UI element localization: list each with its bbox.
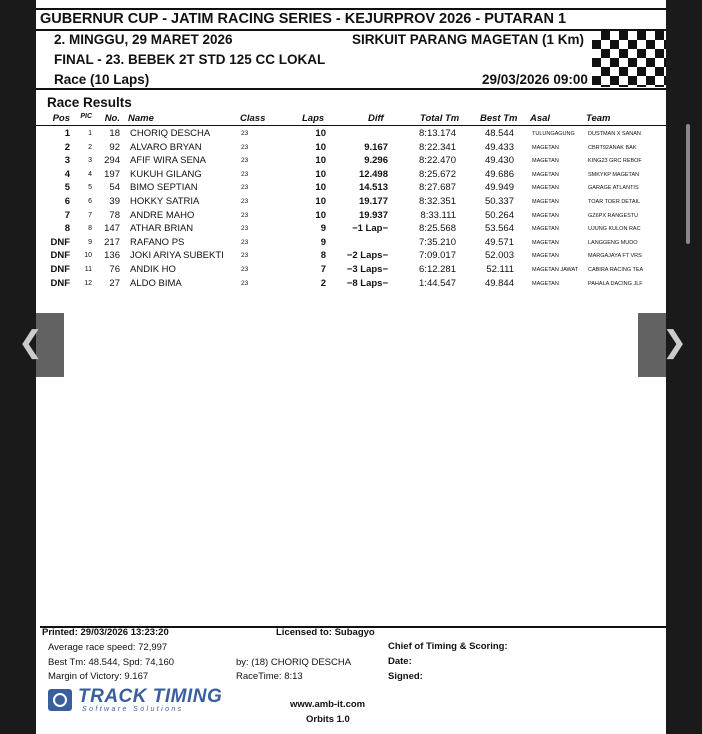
section-title: Race Results: [47, 95, 132, 110]
cell-pos: 3: [64, 155, 70, 167]
cell-total: 8:27.687: [419, 182, 456, 194]
cell-class: 23: [241, 225, 249, 233]
cell-name: BIMO SEPTIAN: [130, 182, 198, 194]
title-rule: [36, 29, 666, 31]
cell-best: 52.003: [484, 250, 514, 262]
cell-asal: MAGETAN: [532, 212, 559, 219]
col-best: Best Tm: [480, 113, 518, 124]
col-diff: Diff: [368, 113, 384, 124]
col-name: Name: [128, 113, 154, 124]
track-timing-logo-icon: [48, 689, 72, 711]
best-time: Best Tm: 48.544, Spd: 74,160: [48, 657, 175, 668]
cell-pos: 1: [64, 128, 70, 139]
cell-team: MARGAJAYA FT VRS: [588, 253, 642, 260]
cell-laps: 10: [315, 155, 326, 167]
table-row: [36, 222, 666, 236]
logo-subtitle: Software Solutions: [82, 706, 184, 713]
chevron-left-icon[interactable]: ❮: [18, 325, 44, 360]
signed-label: Signed:: [388, 671, 423, 682]
chevron-right-icon[interactable]: ❯: [662, 325, 688, 360]
cell-asal: MAGETAN: [532, 144, 559, 151]
cell-best: 49.430: [484, 155, 514, 167]
vendor-url: www.amb-it.com: [290, 699, 366, 710]
cell-class: 23: [241, 211, 249, 219]
checkered-flag-icon: [592, 31, 666, 87]
table-row: [36, 127, 666, 141]
cell-diff: −8 Laps−: [346, 277, 388, 289]
cell-class: 23: [241, 143, 249, 151]
cell-total: 8:25.672: [419, 168, 456, 180]
cell-total: 7:09.017: [419, 250, 456, 262]
licensed-to: Licensed to: Subagyo: [276, 627, 375, 638]
cell-class: 23: [241, 266, 249, 273]
cell-class: 23: [241, 157, 249, 165]
cell-class: 23: [241, 184, 249, 192]
table-row: [36, 195, 666, 209]
cell-pic: 2: [88, 143, 92, 151]
cell-team: CABIRA RACING TEA: [588, 267, 644, 273]
table-row: [36, 277, 666, 291]
cell-class: 23: [241, 279, 249, 287]
margin-victory: Margin of Victory: 9.167: [48, 671, 149, 682]
cell-laps: 10: [315, 182, 326, 194]
cell-name: RAFANO PS: [130, 236, 185, 248]
cell-pic: 10: [84, 252, 92, 260]
column-rule: [36, 125, 666, 126]
cell-total: 8:25.568: [419, 223, 456, 235]
cell-total: 8:22.341: [419, 141, 456, 153]
cell-pos: DNF: [50, 264, 70, 275]
col-total: Total Tm: [420, 113, 460, 124]
cell-pos: 5: [64, 182, 70, 194]
race-laps: Race (10 Laps): [54, 72, 150, 87]
cell-pic: 1: [88, 130, 92, 137]
cell-no: 136: [104, 250, 120, 262]
cell-total: 7:35.210: [419, 236, 456, 248]
cell-team: LANGGENG MUDO: [588, 239, 638, 246]
cell-class: 23: [241, 238, 249, 246]
cell-asal: MAGETAN: [532, 185, 559, 192]
cell-laps: 8: [320, 250, 326, 262]
table-row: [36, 168, 666, 182]
cell-best: 49.844: [484, 277, 514, 289]
cell-pic: 5: [88, 184, 92, 192]
cell-diff: 12.498: [358, 168, 388, 180]
cell-no: 78: [109, 209, 120, 221]
race-date: 2. MINGGU, 29 MARET 2026: [54, 32, 233, 47]
cell-pic: 8: [88, 225, 92, 233]
results-sheet: [36, 0, 666, 734]
cell-laps: 10: [315, 128, 326, 139]
cell-laps: 9: [320, 223, 326, 235]
cell-pic: 6: [88, 198, 92, 205]
cell-diff: 19.177: [358, 196, 388, 207]
cell-total: 8:33.111: [420, 209, 456, 221]
cell-pos: 2: [64, 141, 70, 153]
cell-name: JOKI ARIYA SUBEKTI: [130, 250, 224, 262]
date-label: Date:: [388, 656, 412, 667]
cell-name: CHORIQ DESCHA: [130, 128, 211, 139]
cell-best: 50.337: [484, 196, 514, 207]
cell-best: 48.544: [484, 128, 514, 139]
class-title: FINAL - 23. BEBEK 2T STD 125 CC LOKAL: [54, 52, 326, 67]
cell-asal: MAGETAN: [532, 239, 559, 246]
table-row: [36, 236, 666, 250]
cell-name: ALVARO BRYAN: [130, 141, 202, 153]
cell-pic: 11: [84, 266, 92, 273]
table-row: [36, 263, 666, 277]
cell-total: 6:12.281: [419, 264, 456, 275]
col-pos: Pos: [52, 113, 70, 124]
cell-laps: 10: [315, 209, 326, 221]
cell-pos: 8: [64, 223, 70, 235]
cell-no: 18: [109, 128, 120, 139]
cell-class: 23: [241, 130, 249, 137]
cell-team: KING23 GRC REBOF: [588, 158, 642, 165]
cell-best: 49.686: [484, 168, 514, 180]
cell-total: 8:13.174: [419, 128, 456, 139]
cell-pos: 7: [64, 209, 70, 221]
cell-diff: 19.937: [358, 209, 388, 221]
cell-name: KUKUH GILANG: [130, 168, 202, 180]
cell-laps: 10: [315, 196, 326, 207]
scrollbar[interactable]: [686, 124, 690, 244]
cell-pos: 6: [64, 196, 70, 207]
table-row: [36, 181, 666, 195]
chief-timing: Chief of Timing & Scoring:: [388, 641, 508, 652]
cell-asal: MAGETAN: [532, 171, 559, 178]
cell-pic: 4: [88, 170, 92, 178]
best-by: by: (18) CHORIQ DESCHA: [236, 657, 352, 668]
cell-team: GARAGE ATLANTIS: [588, 185, 639, 192]
cell-asal: TULUNGAGUNG: [532, 131, 575, 137]
cell-team: TOAR TOER DETAIL: [588, 199, 641, 205]
cell-best: 52.111: [486, 264, 514, 275]
col-laps: Laps: [302, 113, 325, 124]
cell-team: UJUNG KULON RAC: [588, 226, 641, 233]
cell-pic: 12: [84, 279, 92, 287]
cell-pos: 4: [64, 168, 70, 180]
cell-laps: 10: [315, 168, 326, 180]
cell-asal: MAGETAN: [532, 158, 559, 165]
logo-text: TRACK TIMING: [78, 686, 223, 707]
col-pic: PIC: [80, 113, 92, 120]
cell-team: GZ6PX RANGESTU: [588, 212, 639, 219]
table-row: [36, 141, 666, 155]
cell-best: 53.564: [484, 223, 514, 235]
cell-name: ANDRE MAHO: [130, 209, 195, 221]
cell-name: AFIF WIRA SENA: [130, 155, 207, 167]
cell-class: 23: [241, 198, 249, 205]
cell-class: 23: [241, 170, 249, 178]
cell-no: 27: [109, 277, 120, 289]
printed-at: Printed: 29/03/2026 13:23:20: [42, 627, 169, 638]
cell-asal: MAGETAN JAWAT: [532, 267, 579, 273]
avg-speed: Average race speed: 72,997: [48, 642, 168, 653]
col-class: Class: [240, 113, 266, 124]
top-rule: [36, 8, 666, 10]
cell-diff: −3 Laps−: [346, 264, 388, 275]
table-row: [36, 209, 666, 223]
cell-team: DUSTMAN X SANAN: [588, 131, 641, 137]
cell-laps: 10: [315, 141, 326, 153]
cell-asal: MAGETAN: [532, 280, 559, 287]
col-asal: Asal: [530, 113, 551, 124]
col-no: No.: [104, 113, 120, 124]
cell-diff: 9.296: [364, 155, 388, 167]
cell-name: HOKKY SATRIA: [130, 196, 200, 207]
event-title: GUBERNUR CUP - JATIM RACING SERIES - KEJURPROV 2026 - PUTARAN 1: [40, 11, 567, 27]
cell-best: 49.949: [484, 182, 514, 194]
circuit-name: SIRKUIT PARANG MAGETAN (1 Km): [352, 32, 584, 47]
cell-pos: DNF: [50, 277, 70, 289]
cell-best: 49.571: [484, 236, 514, 248]
cell-name: ATHAR BRIAN: [130, 223, 194, 235]
cell-diff: −1 Lap−: [352, 223, 388, 235]
cell-no: 294: [104, 155, 120, 167]
cell-pos: DNF: [50, 250, 70, 262]
race-time: RaceTime: 8:13: [236, 671, 303, 682]
cell-total: 8:22.470: [419, 155, 456, 167]
cell-no: 147: [104, 223, 120, 235]
cell-total: 1:44.547: [419, 277, 456, 289]
col-team: Team: [586, 113, 611, 124]
cell-laps: 7: [320, 264, 326, 275]
cell-team: CBRT92ANAK BAK: [588, 144, 637, 151]
cell-name: ANDIK HO: [130, 264, 176, 275]
cell-no: 39: [109, 196, 120, 207]
cell-asal: MAGETAN: [532, 253, 559, 260]
cell-no: 197: [104, 168, 120, 180]
cell-asal: MAGETAN: [532, 226, 559, 233]
cell-no: 217: [104, 236, 120, 248]
table-row: [36, 249, 666, 263]
cell-no: 54: [109, 182, 120, 194]
software-version: Orbits 1.0: [306, 714, 350, 725]
cell-name: ALDO BIMA: [130, 277, 182, 289]
cell-total: 8:32.351: [419, 196, 456, 207]
race-timestamp: 29/03/2026 09:00: [482, 72, 588, 87]
cell-best: 50.264: [484, 209, 514, 221]
cell-pic: 7: [88, 211, 92, 219]
cell-no: 92: [109, 141, 120, 153]
cell-class: 23: [241, 252, 249, 260]
cell-asal: MAGETAN: [532, 199, 559, 205]
cell-team: SMKYKP MAGETAN: [588, 171, 640, 178]
cell-best: 49.433: [484, 141, 514, 153]
cell-no: 76: [109, 264, 120, 275]
cell-laps: 9: [320, 236, 326, 248]
cell-pos: DNF: [50, 236, 70, 248]
cell-diff: −2 Laps−: [346, 250, 388, 262]
cell-pic: 9: [88, 238, 92, 246]
table-row: [36, 154, 666, 168]
cell-diff: 9.167: [364, 141, 388, 153]
cell-pic: 3: [88, 157, 92, 165]
header-rule: [36, 88, 666, 90]
cell-diff: 14.513: [358, 182, 388, 194]
cell-team: PAHALA DACING JLF: [588, 280, 643, 287]
cell-laps: 2: [320, 277, 326, 289]
